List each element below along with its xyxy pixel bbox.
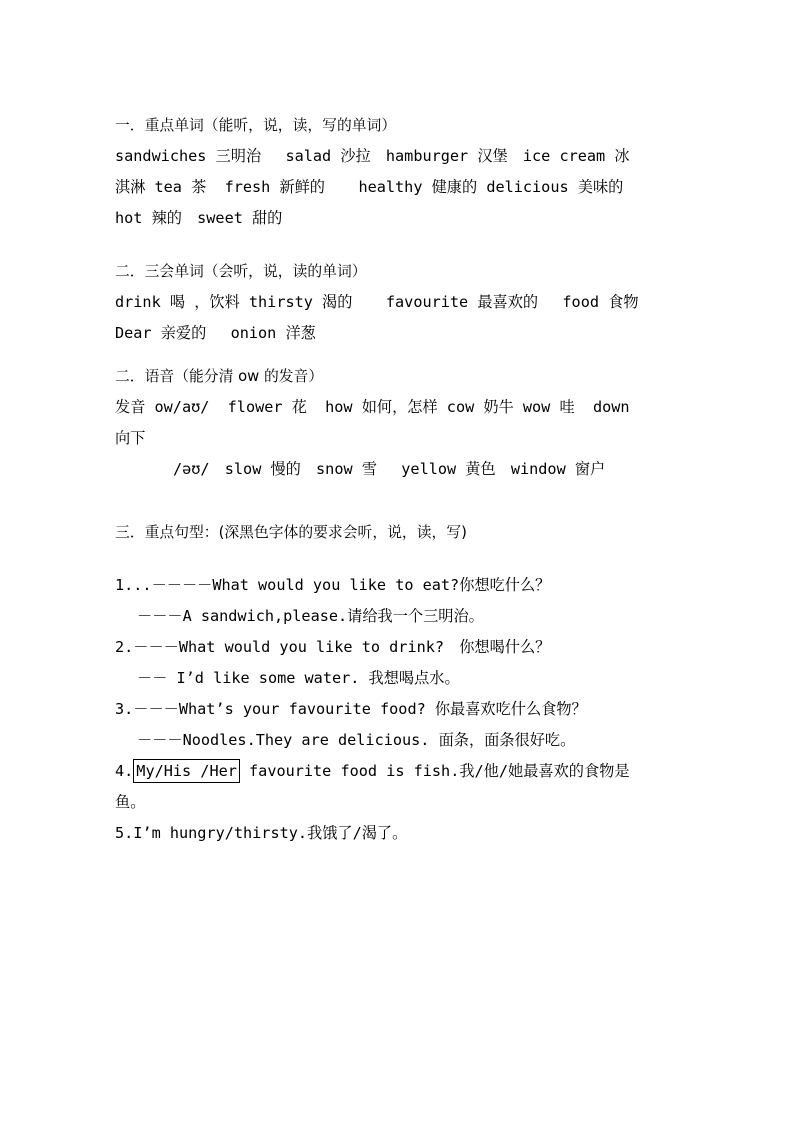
sentence-4-number: 4. [115, 762, 134, 780]
sentence-2-answer: －－ I’d like some water. 我想喝点水。 [137, 669, 460, 687]
sentence-1-question: 1...－－－－What would you like to eat?你想吃什么？ [115, 576, 551, 594]
three-skill-words-line-2: Dear 亲爱的 onion 洋葱 [115, 324, 316, 342]
sentence-4-rest: favourite food is fish.我/他/她最喜欢的食物是 [239, 762, 630, 780]
key-words-line-2: 淇淋 tea 茶 fresh 新鲜的 healthy 健康的 delicious 美味的 [115, 178, 624, 196]
sentence-1-answer: －－－A sandwich,please.请给我一个三明治。 [137, 607, 484, 625]
sentence-3-answer: －－－Noodles.They are delicious. 面条，面条很好吃。 [137, 731, 576, 749]
section-heading-phonics: 二．语音（能分清 ow 的发音） [115, 368, 324, 385]
phonics-line-2: 向下 [115, 429, 146, 447]
section-heading-key-words: 一．重点单词（能听，说，读，写的单词） [115, 117, 397, 134]
sentence-5-line-1: 5.I’m hungry/thirsty.我饿了/渴了。 [115, 824, 408, 842]
phonics-line-3: /əʊ/ slow 慢的 snow 雪 yellow 黄色 window 窗户 [173, 460, 606, 478]
key-words-line-1: sandwiches 三明治 salad 沙拉 hamburger 汉堡 ice cream 冰 [115, 147, 630, 165]
phonics-line-1: 发音 ow/aʊ/ flower 花 how 如何，怎样 cow 奶牛 wow 哇 down [115, 398, 630, 416]
key-words-line-3: hot 辣的 sweet 甜的 [115, 209, 283, 227]
sentence-4-line-1 [115, 756, 681, 787]
spacer-2 [115, 349, 681, 361]
spacer-4 [115, 548, 681, 570]
document-body [115, 96, 681, 849]
sentence-4-boxed-choice: My/His /Her [133, 759, 240, 783]
sentence-3-question: 3.－－－What’s your favourite food? 你最喜欢吃什么食物？ [115, 700, 587, 718]
section-heading-three-skill-words: 二．三会单词（会听，说，读的单词） [115, 263, 367, 280]
sentence-4-line-2: 鱼。 [115, 793, 146, 811]
spacer-3 [115, 485, 681, 517]
sentence-2-question: 2.－－－What would you like to drink? 你想喝什么？ [115, 638, 551, 656]
spacer-1 [115, 234, 681, 256]
three-skill-words-line-1: drink 喝 ，饮料 thirsty 渴的 favourite 最喜欢的 food 食物 [115, 293, 639, 311]
section-heading-key-sentences: 三．重点句型：(深黑色字体的要求会听，说，读，写) [115, 524, 467, 541]
